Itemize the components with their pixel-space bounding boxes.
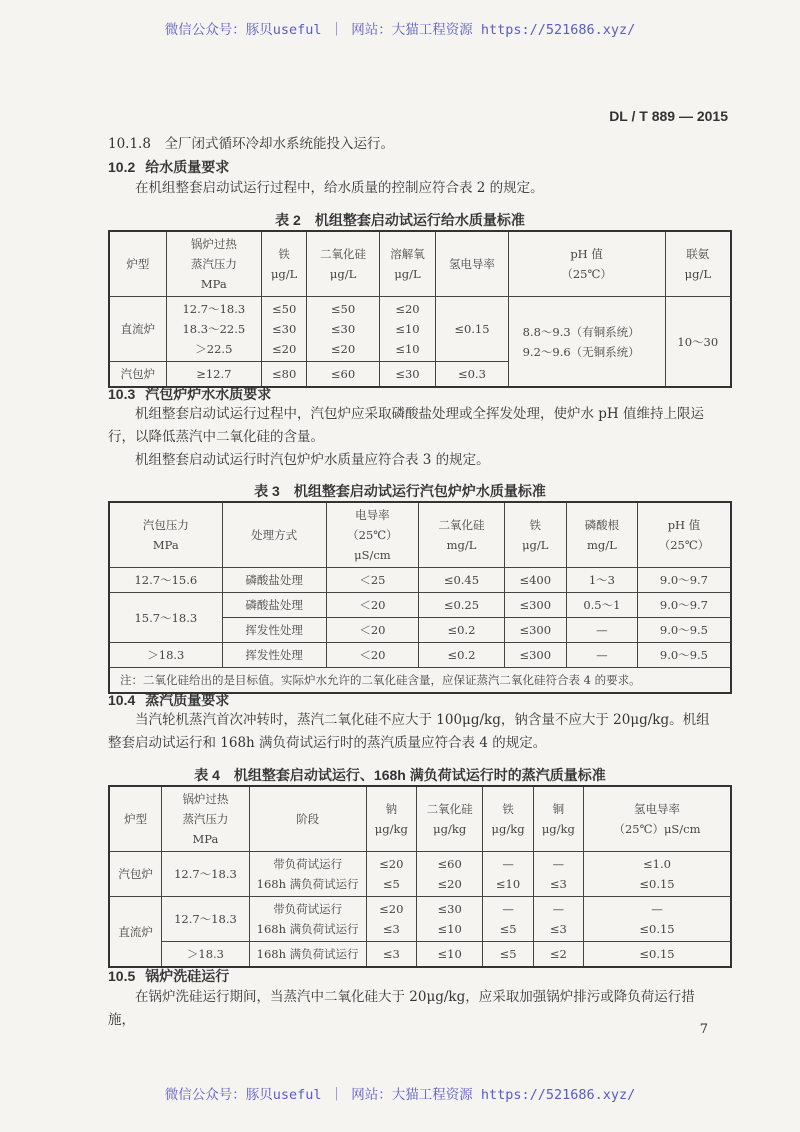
cell: ≤50 ≤30 ≤20: [261, 297, 307, 362]
cell: ≤60: [307, 362, 379, 388]
cell: ≤0.3: [436, 362, 508, 388]
cell: ≤0.25: [419, 593, 504, 618]
header-cell: 铁 μg/L: [261, 231, 307, 297]
cell: ＞18.3: [162, 942, 249, 968]
cell: ≤1.0 ≤0.15: [584, 852, 732, 897]
cell: ≤30 ≤10: [416, 897, 483, 942]
watermark-bottom: 微信公众号：豚贝useful ｜ 网站：大猫工程资源 https://521686.xyz/: [164, 1087, 636, 1103]
para-10-3-b: 机组整套启动试运行时汽包炉炉水质量应符合表 3 的规定。: [135, 452, 490, 468]
header-cell: pH 值 （25℃）: [637, 502, 731, 568]
cell: ≤20 ≤10 ≤10: [379, 297, 436, 362]
heading-number: 10.4: [108, 692, 136, 708]
header-cell: 二氧化硅 mg/L: [419, 502, 504, 568]
header-cell: 阶段: [249, 786, 366, 852]
cell: 0.5～1: [566, 593, 637, 618]
cell: ≤0.2: [419, 643, 504, 668]
cell: 9.0～9.5: [637, 618, 731, 643]
para-10-2: 在机组整套启动试运行过程中，给水质量的控制应符合表 2 的规定。: [135, 180, 544, 196]
cell: ≤50 ≤30 ≤20: [307, 297, 379, 362]
header-cell: 铁 μg/L: [504, 502, 566, 568]
heading-10-2: [108, 157, 239, 177]
header-cell: 联氨 μg/L: [665, 231, 731, 297]
table2-caption: 表 2 机组整套启动试运行给水质量标准: [275, 212, 525, 228]
header-cell: 铜 μg/kg: [533, 786, 583, 852]
heading-title: 给水质量要求: [145, 159, 230, 175]
header-cell: 钠 μg/kg: [366, 786, 416, 852]
cell: 15.7～18.3: [109, 593, 222, 643]
cell: ≤0.15: [584, 942, 732, 968]
heading-10-3: [108, 384, 281, 404]
cell: 挥发性处理: [222, 618, 326, 643]
header-cell: 二氧化硅 μg/L: [307, 231, 379, 297]
cell: ＜20: [326, 618, 419, 643]
cell: ＜20: [326, 593, 419, 618]
cell: — ≤0.15: [584, 897, 732, 942]
cell: 9.0～9.5: [637, 643, 731, 668]
header-cell: pH 值 （25℃）: [508, 231, 665, 297]
heading-title: 蒸汽质量要求: [145, 692, 230, 708]
cell: ≤0.15: [436, 297, 508, 362]
cell: ＜25: [326, 568, 419, 593]
clause-text: 全厂闭式循环冷却水系统能投入运行。: [164, 136, 394, 152]
table-row: [109, 568, 731, 593]
cell: 直流炉: [109, 297, 166, 362]
cell: 带负荷试运行 168h 满负荷试运行: [249, 897, 366, 942]
table4-caption: 表 4 机组整套启动试运行、168h 满负荷试运行时的蒸汽质量标准: [194, 767, 606, 783]
cell: 10～30: [665, 297, 731, 388]
para-10-5: 在锅炉洗硅运行期间，当蒸汽中二氧化硅大于 20μg/kg，应采取加强锅炉排污或降负荷运行措施，: [108, 989, 695, 1028]
table-header-row: [109, 502, 731, 568]
para-10-4: 当汽轮机蒸汽首次冲转时，蒸汽二氧化硅不应大于 100μg/kg，钠含量不应大于 20μg/kg。机组整套启动试运行和 168h 满负荷试运行时的蒸汽质量应符合表 4 的规定。: [108, 712, 710, 751]
heading-title: 汽包炉炉水水质要求: [145, 386, 272, 402]
cell: —: [566, 643, 637, 668]
heading-number: 10.5: [108, 968, 136, 984]
table-header-row: [109, 231, 731, 297]
header-cell: 氢电导率 （25℃）μS/cm: [584, 786, 732, 852]
table3: [108, 501, 732, 694]
header-cell: 处理方式: [222, 502, 326, 568]
cell: ≤400: [504, 568, 566, 593]
table2: [108, 230, 732, 388]
header-cell: 二氧化硅 μg/kg: [416, 786, 483, 852]
page-number: 7: [699, 1022, 708, 1037]
header-cell: 锅炉过热 蒸汽压力 MPa: [166, 231, 261, 297]
table3-caption: 表 3 机组整套启动试运行汽包炉炉水质量标准: [254, 483, 546, 499]
header-cell: 汽包压力 MPa: [109, 502, 222, 568]
cell: — ≤10: [483, 852, 533, 897]
cell: 12.7～15.6: [109, 568, 222, 593]
table-note: 注：二氧化硅给出的是目标值。实际炉水允许的二氧化硅含量，应保证蒸汽二氧化硅符合表 4 的要求。: [109, 668, 731, 694]
table-row: [109, 897, 731, 942]
watermark-top: 微信公众号：豚贝useful ｜ 网站：大猫工程资源 https://521686.xyz/: [164, 22, 636, 38]
para-10-3-a: 机组整套启动试运行过程中，汽包炉应采取磷酸盐处理或全挥发处理，使炉水 pH 值维持上限运行，以降低蒸汽中二氧化硅的含量。: [108, 406, 704, 445]
cell: — ≤3: [533, 897, 583, 942]
cell: ≤300: [504, 643, 566, 668]
table4: [108, 785, 732, 968]
clause-10-1-8: [108, 133, 720, 156]
cell: ≤0.45: [419, 568, 504, 593]
heading-10-5: [108, 966, 239, 986]
cell: 12.7～18.3: [162, 852, 249, 897]
cell: ≤80: [261, 362, 307, 388]
standard-code: DL / T 889 — 2015: [609, 108, 728, 124]
cell: 9.0～9.7: [637, 593, 731, 618]
cell: 带负荷试运行 168h 满负荷试运行: [249, 852, 366, 897]
table-row: [109, 297, 731, 362]
heading-10-4: [108, 690, 239, 710]
cell: ＜20: [326, 643, 419, 668]
header-cell: 溶解氧 μg/L: [379, 231, 436, 297]
cell: ≤3: [366, 942, 416, 968]
cell: 12.7～18.3: [162, 897, 249, 942]
table-row: [109, 852, 731, 897]
cell: 1～3: [566, 568, 637, 593]
cell: 磷酸盐处理: [222, 593, 326, 618]
cell: 9.0～9.7: [637, 568, 731, 593]
table-header-row: [109, 786, 731, 852]
cell: ≤20 ≤5: [366, 852, 416, 897]
cell: ≤10: [416, 942, 483, 968]
cell: ≤5: [483, 942, 533, 968]
header-cell: 炉型: [109, 786, 162, 852]
cell: 汽包炉: [109, 852, 162, 897]
table-row: [109, 643, 731, 668]
heading-number: 10.2: [108, 159, 136, 175]
cell: ≤2: [533, 942, 583, 968]
cell: ＞18.3: [109, 643, 222, 668]
cell: 168h 满负荷试运行: [249, 942, 366, 968]
cell: 挥发性处理: [222, 643, 326, 668]
cell: 12.7～18.3 18.3～22.5 ＞22.5: [166, 297, 261, 362]
cell: 8.8～9.3（有铜系统） 9.2～9.6（无铜系统）: [508, 297, 665, 388]
table-row: [109, 593, 731, 618]
cell: ≤20 ≤3: [366, 897, 416, 942]
cell: — ≤3: [533, 852, 583, 897]
header-cell: 锅炉过热 蒸汽压力 MPa: [162, 786, 249, 852]
heading-title: 锅炉洗硅运行: [145, 968, 230, 984]
header-cell: 氢电导率: [436, 231, 508, 297]
cell: ≥12.7: [166, 362, 261, 388]
cell: 直流炉: [109, 897, 162, 968]
cell: ≤300: [504, 593, 566, 618]
cell: ≤0.2: [419, 618, 504, 643]
clause-number: 10.1.8: [108, 136, 151, 152]
cell: ≤30: [379, 362, 436, 388]
header-cell: 磷酸根 mg/L: [566, 502, 637, 568]
cell: ≤300: [504, 618, 566, 643]
header-cell: 铁 μg/kg: [483, 786, 533, 852]
header-cell: 炉型: [109, 231, 166, 297]
cell: — ≤5: [483, 897, 533, 942]
cell: 汽包炉: [109, 362, 166, 388]
cell: —: [566, 618, 637, 643]
header-cell: 电导率 （25℃） μS/cm: [326, 502, 419, 568]
table-row: [109, 942, 731, 968]
heading-number: 10.3: [108, 386, 136, 402]
cell: 磷酸盐处理: [222, 568, 326, 593]
cell: ≤60 ≤20: [416, 852, 483, 897]
